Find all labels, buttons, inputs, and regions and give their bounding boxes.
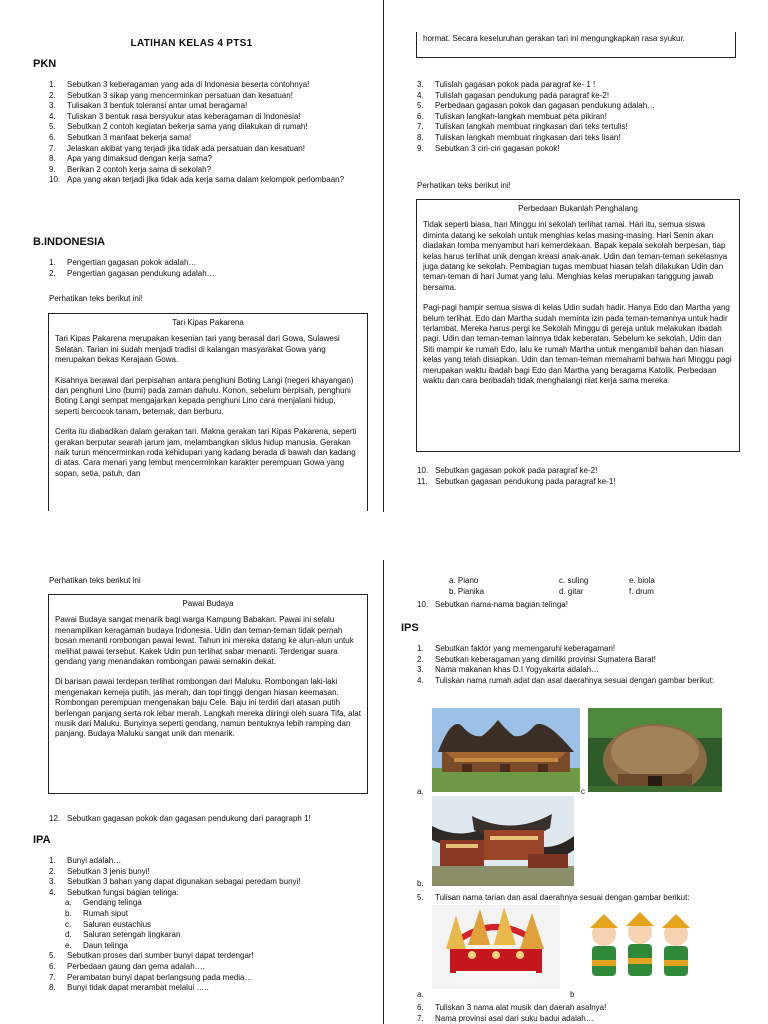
item-number: 9. bbox=[49, 164, 56, 174]
item-number: 7. bbox=[417, 122, 424, 132]
list-item bbox=[49, 165, 349, 176]
item-number: 8. bbox=[49, 983, 56, 993]
item-number: 6. bbox=[417, 111, 424, 121]
reading-box-tari-kipas bbox=[48, 313, 368, 511]
item-text: Sebutkan fungsi bagian telinga: bbox=[67, 887, 179, 897]
tongkonan-image bbox=[432, 796, 574, 886]
page-4 bbox=[384, 560, 768, 1024]
list-item bbox=[65, 930, 369, 941]
reading-paragraph: Tari Kipas Pakarena merupakan kesenian tari yang berasal dari Gowa, Sulawesi Selatan. Tarian ini sudah menjadi tradisi di kalangan masyarakat Gowa yang merupakan bekas Kerajaan Gowa. bbox=[55, 334, 340, 365]
list-item bbox=[49, 888, 369, 899]
item-text: Sebutkan 3 keberagaman yang ada di Indonesia beserta contohnya! bbox=[67, 80, 310, 89]
list-item bbox=[49, 962, 369, 973]
reading-title: Tari Kipas Pakarena bbox=[172, 318, 244, 327]
item-text: Rumah siput bbox=[83, 908, 128, 918]
item-number: a. bbox=[65, 898, 72, 908]
item-number: 8. bbox=[49, 154, 56, 164]
item-text: Tulisakan 3 bentuk toleransi antar umat beragama! bbox=[67, 101, 248, 111]
item-text: Sebutkan 3 sikap yang mencerminkan persatuan dan kesatuan! bbox=[67, 90, 293, 100]
item-text: Sebutkan 3 manfaat bekerja sama! bbox=[67, 132, 192, 142]
item-number: d. bbox=[65, 930, 72, 940]
item-text: Bunyi adalah… bbox=[67, 856, 122, 865]
list-item bbox=[417, 676, 747, 687]
item-text: Daun telinga bbox=[83, 940, 128, 950]
item-number: 5. bbox=[417, 893, 424, 902]
item-number: 8. bbox=[417, 132, 424, 142]
ips-heading: IPS bbox=[401, 622, 419, 634]
item-text: Tulislah gagasan pendukung pada paragraf ke-2! bbox=[435, 90, 610, 100]
item-text: Tuliskan langkah membuat ringkasan dari teks lisan! bbox=[435, 132, 621, 142]
list-item bbox=[417, 644, 747, 655]
item-text: Tuliskan 3 nama alat musik dan daerah asalnya! bbox=[435, 1003, 607, 1012]
list-item bbox=[49, 867, 369, 878]
ips-question-list-end bbox=[417, 1003, 747, 1024]
item-text: Pengertian gagasan pendukung adalah… bbox=[67, 268, 215, 278]
item-number: 5. bbox=[49, 951, 56, 961]
reading-paragraph: Cerita itu diabadikan dalam gerakan tari. Makna gerakan tari Kipas Pakarena, seperti gerakan berputar searah jarum jam, melambangkan siklus hidup manusia. Gerakan naik turun mencerminkan roda kehidupan yang kadang berada di bawah dan kadang di atas. Cara menari yang lembut mencerminkan karakter perempuan Gowa yang sopan, setia, patuh, dan bbox=[55, 427, 357, 478]
item-text: Apa yang dimaksud dengan kerja sama? bbox=[67, 154, 212, 164]
item-number: b. bbox=[65, 908, 72, 918]
item-number: 2. bbox=[49, 866, 56, 876]
list-item bbox=[49, 80, 349, 91]
page-title: LATIHAN KELAS 4 PTS1 bbox=[130, 38, 253, 49]
item-number: 2. bbox=[49, 268, 56, 278]
bindo-question-list-continued bbox=[417, 80, 737, 154]
ipa-question-list bbox=[49, 856, 369, 994]
item-number: 5. bbox=[49, 122, 56, 132]
item-text: Perbedaan gagasan pokok dan gagasan pendukung adalah… bbox=[435, 101, 656, 111]
list-item bbox=[65, 909, 369, 920]
item-text: Tuliskan nama rumah adat dan asal daerahnya sesuai dengan gambar berikut: bbox=[435, 675, 714, 685]
item-text: Perbedaan gaung dan gema adalah…. bbox=[67, 961, 205, 971]
item-number: 2. bbox=[49, 90, 56, 100]
image-label-b2: b bbox=[570, 990, 575, 999]
reading-paragraph: hormat. Secara keseluruhan gerakan tari ini mengungkapkan rasa syukur. bbox=[423, 34, 685, 43]
item-text: Tulislah gagasan pokok pada paragraf ke- 1 ! bbox=[435, 80, 596, 89]
list-item bbox=[417, 144, 737, 155]
item-number: 6. bbox=[49, 961, 56, 971]
list-item bbox=[49, 175, 349, 186]
page-1 bbox=[0, 0, 384, 512]
item-text: Sebutkan gagasan pendukung pada paragraf ke-1! bbox=[435, 476, 616, 486]
option-item: c. suling bbox=[559, 576, 589, 585]
bindo-question-list-end bbox=[417, 466, 737, 487]
list-item bbox=[417, 600, 737, 611]
item-number: 11. bbox=[417, 476, 428, 486]
item-text: Berikan 2 contoh kerja sama di sekolah? bbox=[67, 164, 212, 174]
list-item bbox=[417, 893, 757, 904]
item-number: c. bbox=[65, 919, 72, 929]
list-item bbox=[417, 477, 737, 488]
list-item bbox=[417, 665, 747, 676]
item-text: Sebutkan gagasan pokok dan gagasan pendukung dari paragraph 1! bbox=[67, 814, 311, 823]
item-number: 4. bbox=[417, 675, 424, 685]
item-text: Gendang telinga bbox=[83, 898, 142, 908]
item-number: 3. bbox=[49, 877, 56, 887]
list-item bbox=[417, 112, 737, 123]
item-text: Tulisan nama tarian dan asal daerahnya sesuai dengan gambar berikut: bbox=[435, 893, 690, 902]
instrument-options bbox=[449, 576, 689, 596]
item-text: Tuliskan langkah membuat ringkasan dari teks tertulis! bbox=[435, 122, 628, 132]
list-item bbox=[49, 983, 369, 994]
list-item bbox=[65, 920, 369, 931]
option-item: d. gitar bbox=[559, 587, 584, 596]
item-number: 12. bbox=[49, 814, 61, 823]
rumah-gadang-image bbox=[432, 708, 580, 792]
item-text: Sebutkan faktor yang memengaruhi keberagaman! bbox=[435, 644, 616, 653]
list-item bbox=[417, 133, 737, 144]
list-item bbox=[417, 1003, 747, 1014]
item-number: 1. bbox=[49, 80, 56, 89]
reading-box-perbedaan bbox=[416, 199, 740, 452]
image-label-a: a. bbox=[417, 787, 424, 796]
item-text: Sebutkan gagasan pokok pada paragraf ke-2! bbox=[435, 466, 598, 475]
bindo-heading: B.INDONESIA bbox=[33, 236, 106, 248]
page-3 bbox=[0, 560, 384, 1024]
item-text: Sebutkan 2 contoh kegiatan bekerja sama yang dilakukan di rumah! bbox=[67, 122, 308, 132]
image-label-b: b. bbox=[417, 879, 424, 888]
reading-paragraph: Di barisan pawai terdepan terlihat rombongan dari Maluku. Rombongan laki-laki mengenakan kemeja putih, jas merah, dan topi tinggi dengan hiasan keemasan. Rombongan perempuan mengenakan baju Cele. Baju ini terdiri dari atasan putih berlengan panjang serta rok lebar merah. Langkah mereka diiringi oleh suara Tifa, alat musik dari Maluku. Bunyinya seperti gendang, namun bentuknya lebih ramping dan panjang. Budaya Maluku sangat unik dan menarik. bbox=[55, 677, 361, 739]
reading-title: Perbedaan Bukanlah Penghalang bbox=[518, 204, 638, 213]
list-item bbox=[49, 258, 349, 269]
ips-question-list bbox=[417, 644, 747, 686]
list-item bbox=[417, 91, 737, 102]
list-item bbox=[65, 898, 369, 909]
item-number: 9. bbox=[417, 143, 424, 153]
list-item bbox=[49, 112, 349, 123]
item-number: 7. bbox=[49, 143, 56, 153]
item-number: 3. bbox=[417, 665, 424, 675]
item-text: Tuliskan langkah-langkah membuat peta pikiran! bbox=[435, 111, 607, 121]
item-text: Saluran eustachius bbox=[83, 919, 152, 929]
item-text: Sebutkan 3 bahan yang dapat digunakan sebagai peredam bunyi! bbox=[67, 877, 301, 887]
item-number: 5. bbox=[417, 101, 424, 111]
item-text: Tuliskan 3 bentuk rasa bersyukur atas keberagaman di Indonesia! bbox=[67, 111, 301, 121]
reading-paragraph: Kisahnya berawal dari perpisahan antara penghuni Boting Langi (negeri khayangan) dan penghuni Lino (bumi) pada zaman dahulu. Konon, sebelum berpisah, penghuni Boting Langi sempat mengajarkan kepada penghuni Lino cara menjalani hidup, seperti bercocok tanam, beternak, dan berburu. bbox=[55, 375, 354, 416]
list-item bbox=[417, 122, 737, 133]
list-item bbox=[49, 814, 369, 825]
reading-paragraph: Tidak seperti biasa, hari Minggu ini sekolah terlihat ramai. Hari itu, semua siswa diminta datang ke sekolah untuk menghias kelas masing-masing. Hari Senin akan diadakan lomba menyambut hari kemerdekaan. Bapak kepala sekolah berpesan, tiap kelas harus terlihat unik dengan kreasi anak-anak. Udin dan teman-teman sekelasnya juga datang ke sekolah. Pembagian tugas membuat hiasan telah dilakukan Udin dan teman-teman di hari Jumat yang lalu. Menghias kelas merupakan tanggung jawab bersama. bbox=[423, 220, 728, 292]
list-item bbox=[65, 941, 369, 952]
item-text: Bunyi tidak dapat merambat melalui ….. bbox=[67, 983, 209, 993]
item-number: 1. bbox=[49, 856, 56, 865]
option-item: a. Piano bbox=[449, 576, 479, 585]
item-number: 1. bbox=[417, 644, 424, 653]
item-number: 10. bbox=[417, 600, 429, 609]
list-item bbox=[417, 80, 737, 91]
ear-parts-sublist bbox=[49, 898, 369, 951]
reading-box-pawai-budaya bbox=[48, 594, 368, 794]
list-item bbox=[49, 856, 369, 867]
reading-paragraph: Pagi-pagi hampir semua siswa di kelas Udin sudah hadir. Hanya Edo dan Martha yang belum terlihat. Edo dan Martha sudah meminta izin pada teman-temannya untuk hadir terlambat. Mereka harus pergi ke Sekolah Minggu di gereja untuk melakukan ibadah pagi. Udin dan teman-teman lainnya tidak keberatan. Sebelum ke sekolah, Udin dan Siti mampir ke rumah Edo, lalu ke rumah Martha untuk mengambil bahan dan hiasan kelas yang telah disiapkan. Udin dan teman-teman memahami bahwa hari Minggu pagi merupakan waktu ibadah bagi Edo dan Martha yang beragama Katolik. Perbedaan waktu dan cara beribadah tidak menghalangi niat kerja sama mereka. bbox=[423, 303, 732, 386]
list-item bbox=[49, 133, 349, 144]
item-text: Perambatan bunyi dapat berlangsung pada media… bbox=[67, 972, 253, 982]
reading-paragraph: Pawai Budaya sangat menarik bagi warga Kampung Babakan. Pawai ini selalu menampilkan keragaman budaya Indonesia. Udin dan teman-teman tidak pernah bosan menanti rombongan pawai lewat. Tahun ini mereka datang ke alun-alun untuk melihat pawai tersebut. Kakek Udin pun terlihat sabar menanti. Terdengar suara gendang yang menandakan rombongan pawai semakin dekat. bbox=[55, 615, 354, 667]
item-text: Nama provinsi asal dari suku badui adalah… bbox=[435, 1013, 594, 1023]
list-item bbox=[417, 655, 747, 666]
ipa-heading: IPA bbox=[33, 834, 51, 846]
ipa-question-10 bbox=[417, 600, 737, 611]
reading-box-continuation bbox=[416, 32, 736, 58]
item-number: 10. bbox=[49, 175, 61, 185]
pkn-question-list bbox=[49, 80, 349, 186]
item-number: 4. bbox=[49, 111, 56, 121]
list-item bbox=[49, 269, 349, 280]
instruction-note: Perhatikan teks berikut ini! bbox=[417, 181, 511, 190]
option-item: e. biola bbox=[629, 576, 655, 585]
list-item bbox=[49, 91, 349, 102]
option-item: f. drum bbox=[629, 587, 654, 596]
item-number: 2. bbox=[417, 654, 424, 664]
list-item bbox=[49, 973, 369, 984]
instruction-note: Perhatikan teks berikut ini bbox=[49, 576, 141, 585]
tari-image-b bbox=[580, 910, 700, 990]
item-text: Apa yang akan terjadi jika tidak ada kerja sama dalam kelompok perlombaan? bbox=[67, 175, 345, 185]
bindo-question-list bbox=[49, 258, 349, 279]
item-number: 7. bbox=[417, 1013, 424, 1023]
pkn-heading: PKN bbox=[33, 58, 57, 70]
sub-list-wrapper bbox=[49, 898, 369, 951]
item-number: 3. bbox=[417, 80, 424, 89]
item-text: Sebutkan 3 jenis bunyi! bbox=[67, 866, 150, 876]
item-number: 6. bbox=[49, 132, 56, 142]
item-text: Sebutkan keberagaman yang dimiliki provinsi Sumatera Barat! bbox=[435, 654, 657, 664]
item-number: 10. bbox=[417, 466, 429, 475]
list-item bbox=[49, 154, 349, 165]
item-number: 6. bbox=[417, 1003, 424, 1012]
item-number: 1. bbox=[49, 258, 56, 267]
list-item bbox=[49, 144, 349, 155]
image-label-a2: a. bbox=[417, 990, 424, 999]
instruction-note: Perhatikan teks berikut ini! bbox=[49, 294, 143, 303]
tari-image-a bbox=[432, 905, 560, 989]
reading-title: Pawai Budaya bbox=[182, 599, 234, 608]
bindo-question-12 bbox=[49, 814, 369, 825]
page-2 bbox=[384, 0, 768, 512]
item-text: Pengertian gagasan pokok adalah… bbox=[67, 258, 197, 267]
option-item: b. Pianika bbox=[449, 587, 485, 596]
image-label-c: c bbox=[581, 787, 585, 796]
item-number: e. bbox=[65, 940, 72, 950]
list-item bbox=[49, 122, 349, 133]
list-item bbox=[49, 877, 369, 888]
list-item bbox=[417, 101, 737, 112]
list-item bbox=[417, 466, 737, 477]
item-number: 7. bbox=[49, 972, 56, 982]
item-text: Saluran setengah lingkaran bbox=[83, 930, 181, 940]
item-text: Sebutkan nama-nama bagian telinga! bbox=[435, 600, 568, 609]
item-number: 3. bbox=[49, 101, 56, 111]
item-text: Sebutkan 3 ciri-ciri gagasan pokok! bbox=[435, 143, 560, 153]
item-text: Jelaskan akibat yang terjadi jika tidak ada persatuan dan kesatuan! bbox=[67, 143, 305, 153]
ips-question-5 bbox=[417, 893, 757, 904]
list-item bbox=[49, 101, 349, 112]
list-item bbox=[417, 1014, 747, 1024]
honai-image bbox=[588, 708, 722, 792]
item-text: Sebutkan proses dari sumber bunyi dapat terdengar! bbox=[67, 951, 254, 961]
list-item bbox=[49, 951, 369, 962]
item-number: 4. bbox=[49, 887, 56, 897]
item-text: Nama makanan khas D.I Yogyakarta adalah… bbox=[435, 665, 600, 675]
item-number: 4. bbox=[417, 90, 424, 100]
